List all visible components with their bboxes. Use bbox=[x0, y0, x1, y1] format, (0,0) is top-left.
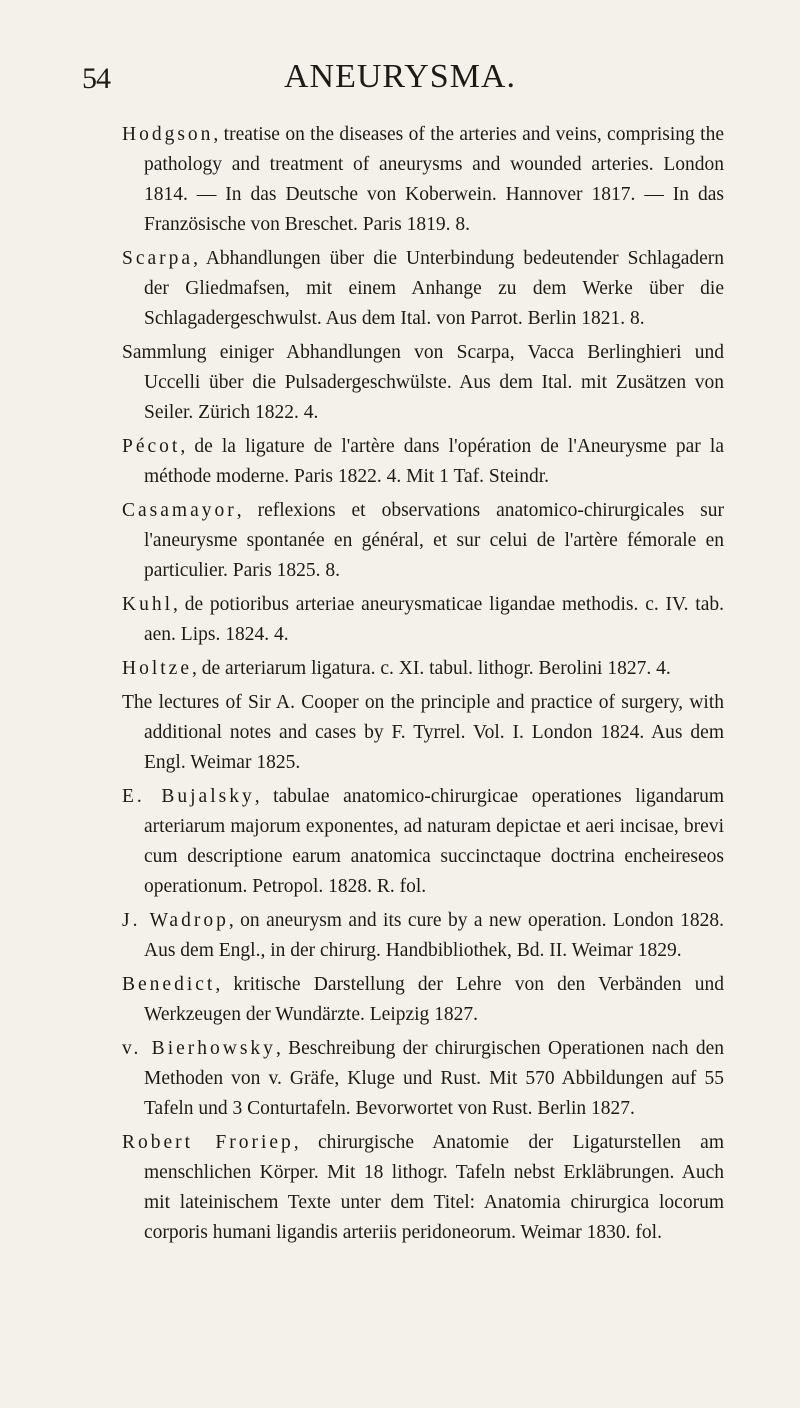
bibliography-entry bbox=[122, 120, 724, 240]
entry-author: Kuhl bbox=[122, 594, 173, 615]
entry-author: v. Bierhowsky bbox=[122, 1038, 276, 1059]
entry-text: Sammlung einiger Abhandlungen von Scarpa, Vacca Berlinghieri und Uccelli über die Pulsadergeschwülste. Aus dem Ital. mit Zusätzen von Seiler. Zürich 1822. 4. bbox=[122, 342, 724, 423]
bibliography-entry bbox=[122, 688, 724, 778]
entry-text: , chirurgische Anatomie der Ligaturstellen am menschlichen Körper. Mit 18 lithogr. Tafeln nebst Erkläbrungen. Auch mit lateinischem Texte unter dem Titel: Anatomia chirurgica locorum corporis humani ligandis arteriis peridoneorum. Weimar 1830. fol. bbox=[144, 1132, 724, 1243]
entry-text: , tabulae anatomico-chirurgicae operationes ligandarum arteriarum majorum exponentes, ad naturam depictae et aeri incisae, brevi cum descriptione earum anatomica succinctaque doctrina encheireseos operationum. Petropol. 1828. R. fol. bbox=[144, 786, 724, 897]
bibliography-entry bbox=[122, 1128, 724, 1248]
bibliography-entry bbox=[122, 244, 724, 334]
bibliography-entry bbox=[122, 782, 724, 902]
entry-author: Robert Froriep bbox=[122, 1132, 294, 1153]
page-number: 54 bbox=[82, 62, 110, 95]
entry-text: , de la ligature de l'artère dans l'opération de l'Aneurysme par la méthode moderne. Paris 1822. 4. Mit 1 Taf. Steindr. bbox=[144, 436, 724, 487]
bibliography-entry bbox=[122, 590, 724, 650]
entry-text: , reflexions et observations anatomico-chirurgicales sur l'aneurysme spontanée en général, et sur celui de l'artère fémorale en particulier. Paris 1825. 8. bbox=[144, 500, 724, 581]
bibliography-entry bbox=[122, 654, 724, 684]
bibliography-entry bbox=[122, 496, 724, 586]
bibliography-entry bbox=[122, 432, 724, 492]
entry-author: Benedict bbox=[122, 974, 216, 995]
entry-author: Pécot bbox=[122, 436, 181, 457]
entry-author: E. Bujalsky bbox=[122, 786, 255, 807]
entry-author: Casamayor bbox=[122, 500, 237, 521]
entry-text: , Beschreibung der chirurgischen Operationen nach den Methoden von v. Gräfe, Kluge und Rust. Mit 570 Abbildungen auf 55 Tafeln und 3 Conturtafeln. Bevorwortet von Rust. Berlin 1827. bbox=[144, 1038, 724, 1119]
entry-author: J. Wadrop bbox=[122, 910, 229, 931]
entry-text: , de arteriarum ligatura. c. XI. tabul. lithogr. Berolini 1827. 4. bbox=[191, 658, 671, 679]
bibliography-entry bbox=[122, 970, 724, 1030]
entry-text: , treatise on the diseases of the arteries and veins, comprising the pathology and treatment of aneurysms and wounded arteries. London 1814. — In das Deutsche von Koberwein. Hannover 1817. — In das Französische von Breschet. Paris 1819. 8. bbox=[144, 124, 724, 235]
entry-author: Hodgson bbox=[122, 124, 214, 145]
entry-author: Scarpa bbox=[122, 248, 194, 269]
bibliography-entry bbox=[122, 338, 724, 428]
entry-text: The lectures of Sir A. Cooper on the principle and practice of surgery, with additional notes and cases by F. Tyrrel. Vol. I. London 1824. Aus dem Engl. Weimar 1825. bbox=[122, 692, 724, 773]
entry-text: , Abhandlungen über die Unterbindung bedeutender Schlagadern der Gliedmafsen, mit einem Anhange zu dem Werke über die Schlagadergeschwulst. Aus dem Ital. von Parrot. Berlin 1821. 8. bbox=[144, 248, 724, 329]
bibliography-list bbox=[122, 120, 724, 1252]
entry-text: , de potioribus arteriae aneurysmaticae ligandae methodis. c. IV. tab. aen. Lips. 1824. 4. bbox=[144, 594, 724, 645]
entry-text: , on aneurysm and its cure by a new operation. London 1828. Aus dem Engl., in der chirurg. Handbibliothek, Bd. II. Weimar 1829. bbox=[144, 910, 724, 961]
bibliography-entry bbox=[122, 1034, 724, 1124]
entry-author: Holtze bbox=[122, 658, 192, 679]
bibliography-entry bbox=[122, 906, 724, 966]
entry-text: , kritische Darstellung der Lehre von den Verbänden und Werkzeugen der Wundärzte. Leipzig 1827. bbox=[144, 974, 724, 1025]
running-head: ANEURYSMA. bbox=[284, 58, 516, 95]
